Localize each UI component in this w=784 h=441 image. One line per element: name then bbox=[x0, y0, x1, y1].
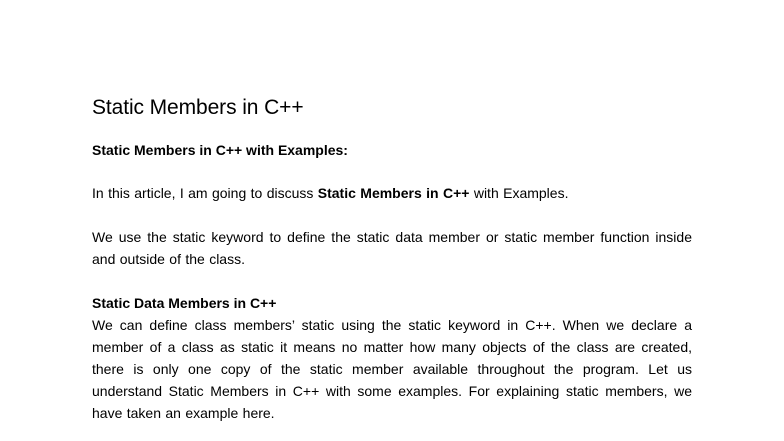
intro-prefix: In this article, I am going to discuss bbox=[92, 185, 318, 201]
static-keyword-paragraph: We use the static keyword to define the static data member or static member function inside and outside of the class. bbox=[92, 229, 692, 267]
static-data-members-paragraph: We can define class members’ static using the static keyword in C++. When we declare a member of a class as static it means no matter how many objects of the class are created, there is only one copy of the static member available throughout the program. Let us understand Static Members in C++ with some examples. For explaining static members, we have taken an example here. bbox=[92, 317, 692, 421]
intro-paragraph bbox=[92, 182, 692, 204]
document-page bbox=[92, 94, 692, 424]
intro-suffix: with Examples. bbox=[469, 185, 569, 201]
intro-bold-term: Static Members in C++ bbox=[317, 185, 470, 201]
section-heading-static-data-members: Static Data Members in C++ bbox=[92, 295, 277, 311]
document-title: Static Members in C++ bbox=[92, 96, 304, 119]
document-subheading: Static Members in C++ with Examples: bbox=[92, 142, 348, 158]
